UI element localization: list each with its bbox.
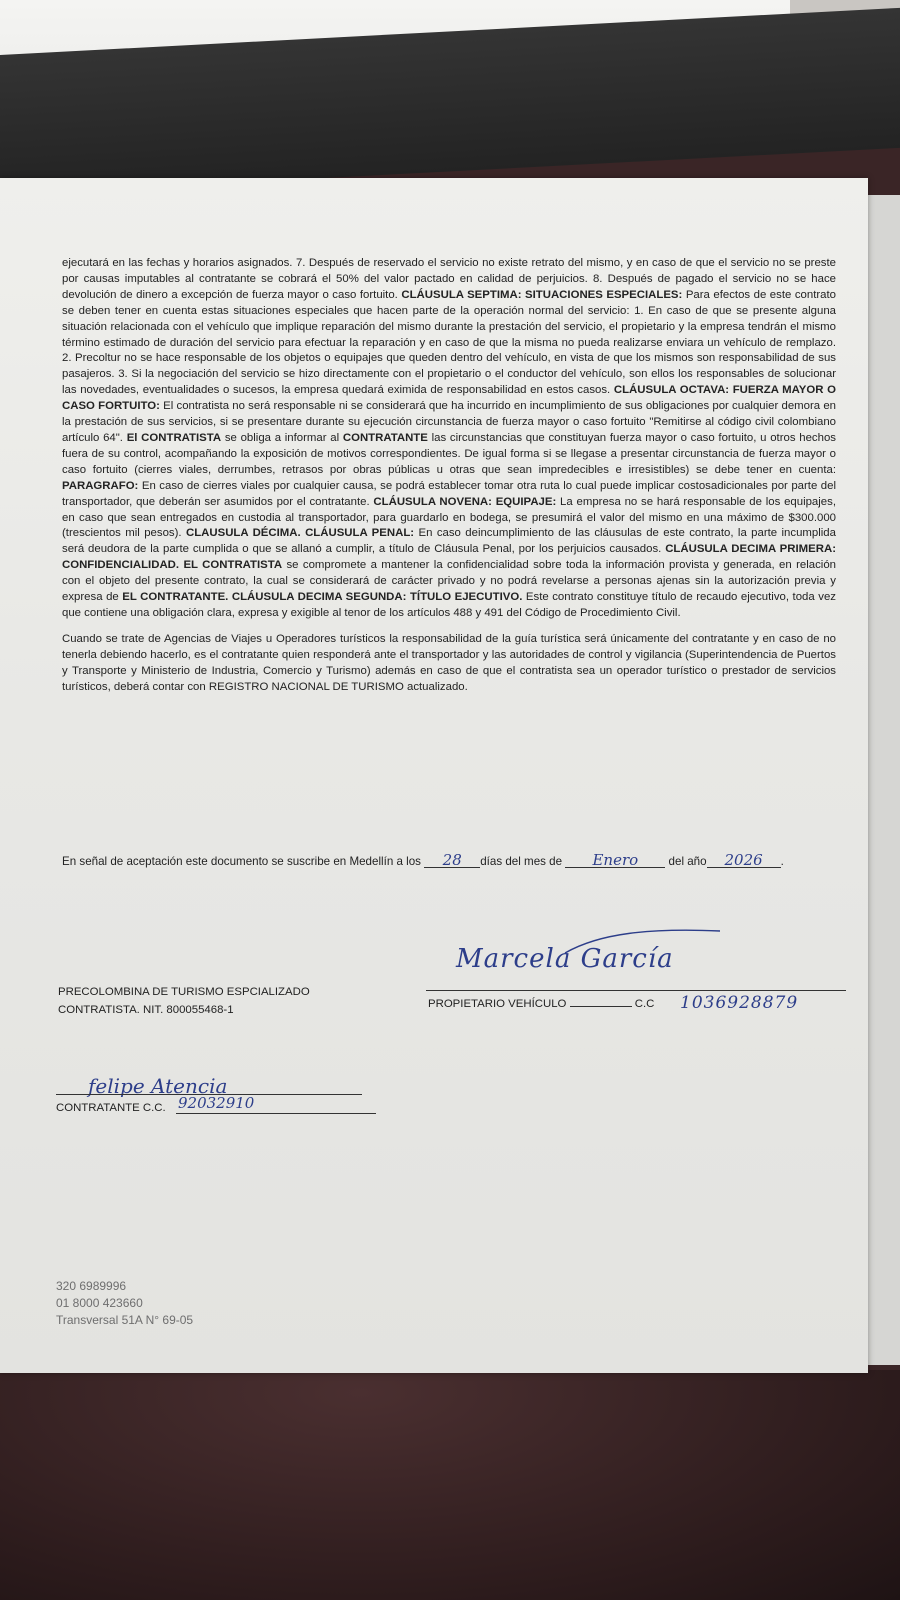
owner-cc-number: 1036928879 xyxy=(680,993,799,1013)
background-paper-edge xyxy=(866,195,900,1365)
clause-text: El contratista no será responsable ni se considerará que ha incurrido en incumplimiento de sus obligaciones por cualquier demora en la prestación de sus servicios, si se presentare durante su ejecución circunstancia de fuerza mayor o caso fortuito "Remitirse al código civil colombiano artículo 64". xyxy=(62,400,837,444)
clause-text: se obliga a informar al xyxy=(221,431,343,444)
contractor-role: CONTRATISTA. NIT. 800055468-1 xyxy=(58,1004,234,1016)
clause-text: En caso deincumplimiento de las cláusulas de este contrato, la parte incumplida será deudora de la parte cumplida o que se allanó a cumplir, a título de Cláusula Penal, por los perjuicios causados. xyxy=(62,527,836,556)
owner-label: PROPIETARIO VEHÍCULO xyxy=(428,998,567,1010)
acceptance-mid: días del mes de xyxy=(480,855,563,868)
clauses-paragraph xyxy=(62,256,836,622)
footer-address: Transversal 51A N° 69-05 xyxy=(56,1313,194,1327)
clause-heading: CLÁUSULA SEPTIMA: SITUACIONES ESPECIALES: xyxy=(401,288,683,301)
footer-phone-2: 01 8000 423660 xyxy=(56,1296,143,1310)
clause-text: las circunstancias que constituyan fuerza mayor o caso fortuito, u otros hechos fuera de su control, acompañando la exposición de motivos correspondientes. De igual forma si se llegase a presentar circunstancia de fuerza mayor o caso fortuito (cierres viales, derrumbes, retrasos por obras públicas u otras que sean impredecibles e irresistibles) se debe tener en cuenta: xyxy=(62,431,836,476)
clause-heading: CONTRATANTE xyxy=(342,431,428,444)
owner-label-row xyxy=(428,998,654,1010)
contract-body xyxy=(62,256,836,695)
client-cc-line xyxy=(176,1113,376,1114)
acceptance-suffix: . xyxy=(780,855,784,868)
clause-text: Para efectos de este contrato se deben tener en cuenta estas situaciones especiales que hacen parte de la operación normal del servicio: 1. En caso de que se presente alguna situación relacionada con el vehículo que implique reparación del mismo durante la prestación del servicio, el propietario y la empresa tendrán el mismo término estimado de duración del servicio para efectuar la reparación y en caso de que la misma no pueda realizarse enviara un vehículo de remplazo. 2. Precoltur no se hace responsable de los objetos o equipajes que queden dentro del vehículo, en vista de que los mismos son responsabilidad de sus pasajeros. 3. Si la negociación del servicio se hizo directamente con el propietario o el conductor del vehículo, son ellos los responsables de solucionar las novedades, eventualidades o sucesos, la empresa quedará eximida de responsabilidad en estos casos. xyxy=(62,288,837,397)
clause-text: ejecutará en las fechas y horarios asignados. 7. Después de reservado el servicio no existe retrato del mismo, y en caso de que el servicio no se preste por causas imputables al contratante se cobrará el 50% del valor pactado en calidad de perjuicios. 8. Después de pagado el servicio no se hace devolución de dinero a excepción de fuerza mayor o caso fortuito. xyxy=(62,257,836,301)
clause-text: Este contrato constituye título de recaudo ejecutivo, toda vez que contiene una obligación clara, expresa y exigible al tenor de los artículos 488 y 491 del Código de Procedimiento Civil. xyxy=(62,591,836,619)
clause-text: En caso de cierres viales por cualquier causa, se podrá establecer tomar otra ruta lo cual puede implicar costosadicionales por parte del transportador, que deberán ser asumidos por el contratante. xyxy=(62,479,836,508)
clause-text: La empresa no se hará responsable de los equipajes, en caso que sean entregados en custodia al transportador, para guardarlo en bodega, se presumirá el valor del mismo en una máximo de $300.000 (trescientos mil pesos). xyxy=(62,495,836,540)
contract-page xyxy=(0,178,868,1373)
contractor-block xyxy=(58,983,310,1019)
footer-contact xyxy=(56,1278,193,1329)
clause-heading: EL CONTRATANTE. CLÁUSULA DECIMA SEGUNDA: TÍTULO EJECUTIVO. xyxy=(122,591,523,604)
clause-heading: PARAGRAFO: xyxy=(62,479,139,492)
clause-heading: CLAUSULA DÉCIMA. CLÁUSULA PENAL: xyxy=(185,527,415,540)
clause-heading: CLÁUSULA NOVENA: EQUIPAJE: xyxy=(373,495,557,508)
acceptance-prefix: En señal de aceptación este documento se suscribe en Medellín a los xyxy=(62,855,421,868)
acceptance-month: Enero xyxy=(565,853,665,868)
acceptance-day: 28 xyxy=(424,853,480,868)
owner-signature: Marcela García xyxy=(456,944,674,974)
acceptance-year-label: del año xyxy=(668,855,707,868)
acceptance-line xyxy=(62,853,836,868)
agencies-paragraph: Cuando se trate de Agencias de Viajes u Operadores turísticos la responsabilidad de la guía turística será únicamente del contratante y en caso de no tenerla debiendo hacerlo, es el contratante quien responderá ante el transportador y las autoridades de control y vigilancia (Superintendencia de Puertos y Transporte y Ministerio de Industria, Comercio y Turismo) además en caso de que el contratista sea un operador turístico o prestador de servicios turísticos, deberá contar con REGISTRO NACIONAL DE TURISMO actualizado. xyxy=(62,632,836,693)
clause-heading: El CONTRATISTA xyxy=(126,431,222,444)
background-table xyxy=(0,1370,900,1600)
clause-heading: CLÁUSULA OCTAVA: FUERZA MAYOR O CASO FORTUITO: xyxy=(62,384,836,413)
owner-label-blank xyxy=(570,1006,632,1007)
contractor-company-name: PRECOLOMBINA DE TURISMO ESPCIALIZADO xyxy=(58,986,310,998)
client-cc-number: 92032910 xyxy=(178,1094,255,1112)
acceptance-year: 2026 xyxy=(707,853,781,868)
owner-signature-line xyxy=(426,990,846,991)
client-signature: felipe Atencia xyxy=(88,1074,228,1098)
client-label: CONTRATANTE C.C. xyxy=(56,1102,166,1114)
owner-cc-label: C.C xyxy=(634,998,655,1010)
clause-text: se compromete a mantener la confidencialidad sobre toda la información provista y generada, en relación con el objeto del presente contrato, la cual se considerará de carácter privado y no podrá revelarse a personas ajenas sin la autorización previa y expresa de xyxy=(62,559,836,604)
footer-phone-1: 320 6989996 xyxy=(56,1279,127,1293)
clause-heading: CLÁUSULA DECIMA PRIMERA: CONFIDENCIALIDAD. EL CONTRATISTA xyxy=(62,543,836,572)
